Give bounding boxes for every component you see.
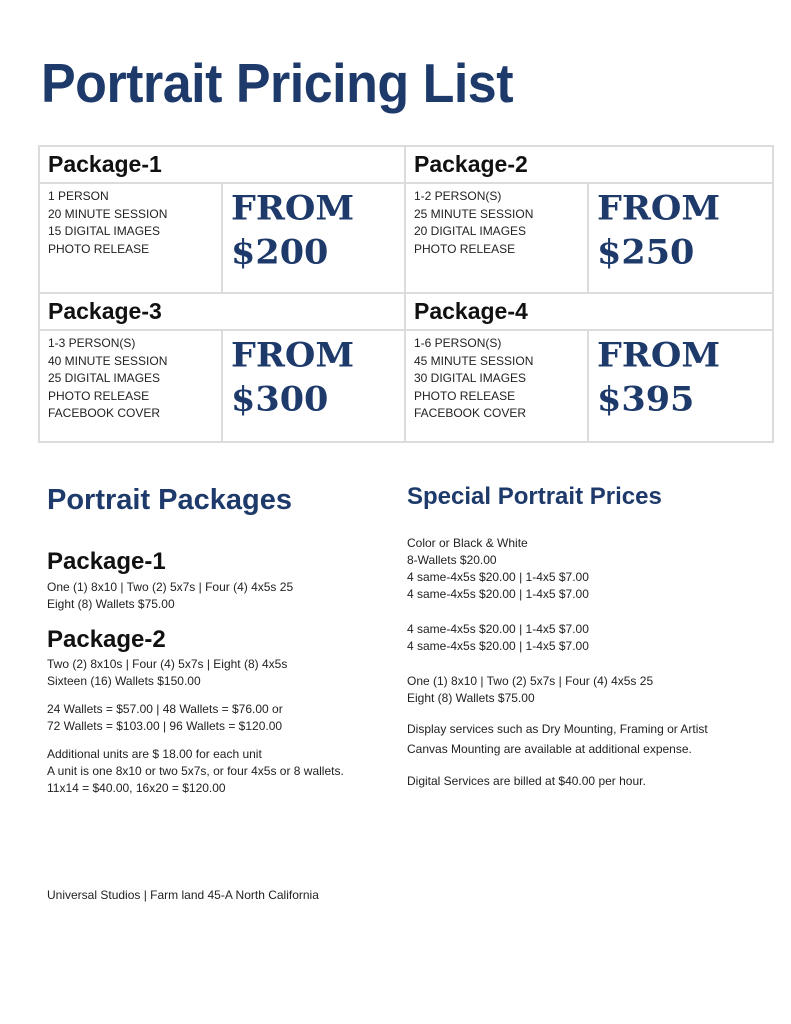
detail-line: 4 same-4x5s $20.00 | 1-4x5 $7.00 bbox=[407, 639, 589, 653]
detail-line: Display services such as Dry Mounting, Framing or Artist bbox=[407, 722, 708, 736]
detail-line: 72 Wallets = $103.00 | 96 Wallets = $120.00 bbox=[47, 719, 283, 733]
card-package-name: Package-1 bbox=[40, 147, 404, 184]
card-feature: PHOTO RELEASE bbox=[48, 241, 150, 256]
card-feature: FACEBOOK COVER bbox=[414, 406, 527, 420]
package-1-details bbox=[47, 579, 392, 613]
card-price-amount: $250 bbox=[597, 232, 695, 273]
detail-line: Eight (8) Wallets $75.00 bbox=[407, 691, 535, 705]
card-feature: 20 DIGITAL IMAGES bbox=[414, 224, 527, 238]
detail-line: Two (2) 8x10s | Four (4) 5x7s | Eight (8) 4x5s bbox=[47, 657, 288, 671]
page-title: Portrait Pricing List bbox=[41, 53, 514, 115]
package-2-details bbox=[47, 656, 392, 690]
additional-units-info bbox=[47, 746, 392, 797]
card-feature: 30 DIGITAL IMAGES bbox=[414, 371, 527, 385]
detail-line: 11x14 = $40.00, 16x20 = $120.00 bbox=[47, 781, 226, 795]
card-feature: PHOTO RELEASE bbox=[414, 388, 516, 403]
detail-line: 4 same-4x5s $20.00 | 1-4x5 $7.00 bbox=[407, 587, 589, 601]
detail-line: Color or Black & White bbox=[407, 536, 528, 550]
detail-line: One (1) 8x10 | Two (2) 5x7s | Four (4) 4x5s 25 bbox=[47, 580, 294, 594]
detail-line: Sixteen (16) Wallets $150.00 bbox=[47, 674, 201, 688]
card-feature: PHOTO RELEASE bbox=[48, 388, 150, 403]
card-feature: 1-2 PERSON(S) bbox=[414, 189, 502, 203]
footer-address: Universal Studios | Farm land 45-A North California bbox=[47, 888, 319, 902]
pricing-card-package-3 bbox=[40, 294, 406, 441]
card-feature-list bbox=[40, 331, 223, 441]
card-feature: 15 DIGITAL IMAGES bbox=[48, 224, 161, 238]
card-price-amount: $300 bbox=[231, 379, 329, 420]
detail-line: One (1) 8x10 | Two (2) 5x7s | Four (4) 4x5s 25 bbox=[407, 674, 654, 688]
card-price-amount: $395 bbox=[597, 379, 695, 420]
package-2-heading: Package-2 bbox=[47, 626, 166, 653]
package-1-heading: Package-1 bbox=[47, 548, 166, 575]
card-price-prefix: FROM bbox=[231, 335, 355, 376]
detail-line: 8-Wallets $20.00 bbox=[407, 553, 497, 567]
card-price bbox=[223, 184, 404, 292]
card-price-prefix: FROM bbox=[597, 335, 721, 376]
special-prices-heading: Special Portrait Prices bbox=[407, 483, 662, 510]
card-package-name: Package-4 bbox=[406, 294, 772, 331]
detail-line: 4 same-4x5s $20.00 | 1-4x5 $7.00 bbox=[407, 570, 589, 584]
detail-line: 24 Wallets = $57.00 | 48 Wallets = $76.00 or bbox=[47, 702, 283, 716]
detail-line: Canvas Mounting are available at additional expense. bbox=[407, 742, 692, 756]
card-price-amount: $200 bbox=[231, 232, 329, 273]
card-feature-list bbox=[40, 184, 223, 292]
portrait-packages-heading: Portrait Packages bbox=[47, 484, 293, 516]
card-feature: 40 MINUTE SESSION bbox=[48, 353, 168, 368]
pricing-grid bbox=[38, 145, 774, 443]
display-services-note bbox=[407, 719, 777, 759]
card-feature: FACEBOOK COVER bbox=[48, 406, 161, 420]
card-feature: 1 PERSON bbox=[48, 189, 109, 203]
pricing-card-package-4 bbox=[406, 294, 772, 441]
card-price bbox=[589, 331, 772, 441]
special-group-1 bbox=[407, 535, 777, 603]
pricing-card-package-1 bbox=[40, 147, 406, 294]
special-group-3 bbox=[407, 673, 777, 707]
card-price-prefix: FROM bbox=[597, 188, 721, 229]
card-feature: 20 MINUTE SESSION bbox=[48, 206, 168, 221]
detail-line: Eight (8) Wallets $75.00 bbox=[47, 597, 175, 611]
card-feature: 25 MINUTE SESSION bbox=[414, 206, 534, 221]
card-price bbox=[223, 331, 404, 441]
card-feature: PHOTO RELEASE bbox=[414, 241, 516, 256]
detail-line: Additional units are $ 18.00 for each unit bbox=[47, 747, 262, 761]
special-group-2 bbox=[407, 621, 777, 655]
special-prices-section bbox=[407, 535, 777, 790]
card-feature-list bbox=[406, 331, 589, 441]
detail-line: A unit is one 8x10 or two 5x7s, or four 4x5s or 8 wallets. bbox=[47, 764, 344, 778]
detail-line: 4 same-4x5s $20.00 | 1-4x5 $7.00 bbox=[407, 622, 589, 636]
card-package-name: Package-2 bbox=[406, 147, 772, 184]
card-price-prefix: FROM bbox=[231, 188, 355, 229]
card-feature: 1-3 PERSON(S) bbox=[48, 336, 136, 350]
card-package-name: Package-3 bbox=[40, 294, 404, 331]
card-feature: 25 DIGITAL IMAGES bbox=[48, 371, 161, 385]
card-feature: 45 MINUTE SESSION bbox=[414, 353, 534, 368]
card-feature: 1-6 PERSON(S) bbox=[414, 336, 502, 350]
wallet-pricing bbox=[47, 701, 392, 735]
card-price bbox=[589, 184, 772, 292]
pricing-card-package-2 bbox=[406, 147, 772, 294]
portrait-packages-section bbox=[47, 548, 392, 797]
card-feature-list bbox=[406, 184, 589, 292]
digital-services-note: Digital Services are billed at $40.00 per hour. bbox=[407, 774, 646, 788]
